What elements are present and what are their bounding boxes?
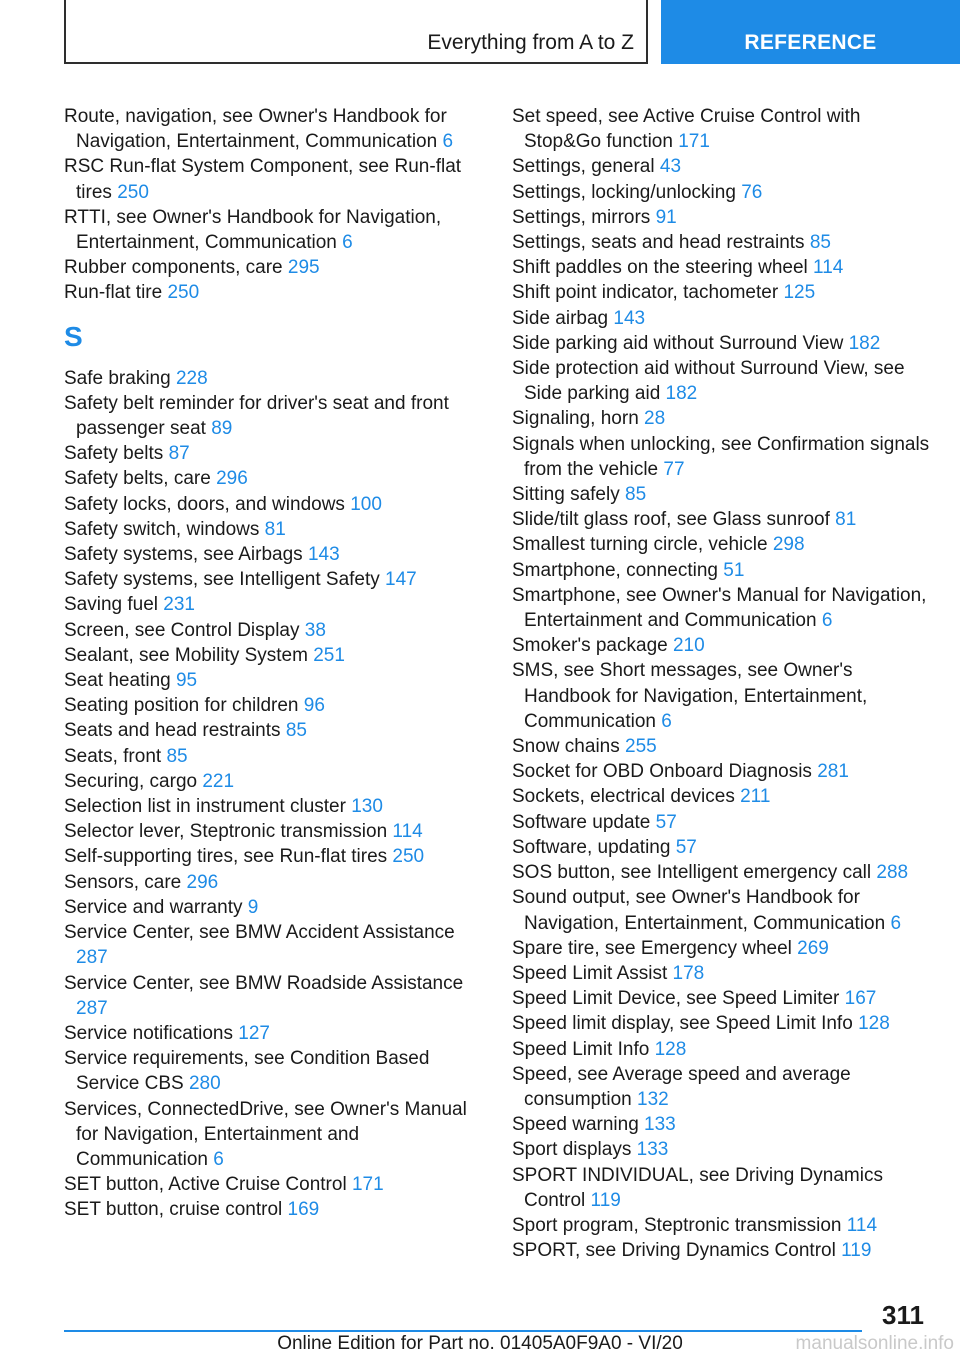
index-entry-text: Sockets, electrical devices [512, 786, 735, 808]
index-entry-text: Signals when unlocking, see Confirmation signals from the vehicle [512, 433, 930, 480]
index-page-link[interactable]: 130 [351, 796, 383, 818]
index-page-link[interactable]: 231 [163, 594, 195, 616]
index-page-link[interactable]: 57 [655, 811, 677, 833]
index-page-link[interactable]: 132 [637, 1088, 669, 1110]
index-entry-text: Rubber components, care [64, 257, 283, 279]
index-entry [64, 1021, 489, 1046]
index-entry [512, 532, 932, 557]
index-entry-text: Side protection aid without Surround View, see Side parking aid [512, 358, 905, 405]
index-page-link[interactable]: 114 [813, 257, 844, 279]
index-page-link[interactable]: 296 [186, 871, 219, 893]
index-entry [512, 784, 932, 809]
index-entry-text: Services, ConnectedDrive, see Owner's Manual for Navigation, Entertainment and Communication [64, 1098, 467, 1170]
index-page-link[interactable]: 95 [175, 670, 198, 692]
index-entry [64, 693, 489, 718]
index-entry-text: Speed, see Average speed and average consumption [512, 1063, 851, 1110]
index-page-link[interactable]: 210 [672, 635, 705, 657]
index-entry [64, 104, 489, 154]
index-page-link[interactable]: 128 [654, 1038, 687, 1060]
index-entry [512, 1213, 932, 1238]
index-page-link[interactable]: 85 [809, 232, 831, 254]
index-entry-text: SET button, cruise control [64, 1199, 283, 1221]
index-page-link[interactable]: 91 [655, 206, 677, 228]
index-entry-text: SMS, see Short messages, see Owner's Handbook for Navigation, Entertainment, Communication [512, 660, 868, 732]
index-page-link[interactable]: 147 [385, 569, 417, 591]
index-entry [64, 618, 489, 643]
index-entry [512, 306, 932, 331]
index-entry-text: Speed Limit Assist [512, 962, 668, 984]
index-entry [512, 154, 932, 179]
index-page-link[interactable]: 100 [350, 493, 382, 515]
index-page-link[interactable]: 143 [307, 544, 340, 566]
index-column-left [64, 104, 489, 1223]
index-page-link[interactable]: 182 [848, 332, 881, 354]
index-entry [512, 482, 932, 507]
index-entry-text: Settings, locking/unlocking [512, 181, 736, 203]
index-entry [64, 718, 489, 743]
index-entry [512, 1062, 932, 1112]
index-entry [64, 366, 489, 391]
index-page-link[interactable]: 221 [202, 770, 235, 792]
index-entry [512, 1011, 932, 1036]
index-entry-text: SPORT, see Driving Dynamics Control [512, 1240, 836, 1262]
index-entry [64, 592, 489, 617]
index-entry-text: Sensors, care [64, 871, 182, 893]
index-entry [512, 406, 932, 431]
index-entry [64, 466, 489, 491]
index-entry-text: SOS button, see Intelligent emergency call [512, 862, 872, 884]
index-entry-text: Smartphone, connecting [512, 559, 718, 581]
watermark: manualsonline.info [795, 1333, 954, 1354]
index-entry-text: Route, navigation, see Owner's Handbook for Navigation, Entertainment, Communication [64, 106, 447, 153]
index-entry [512, 583, 932, 633]
index-entry-text: Smoker's package [512, 635, 668, 657]
index-entry-text: Service Center, see BMW Roadside Assistance [64, 972, 464, 994]
index-entry-text: Side parking aid without Surround View [512, 332, 844, 354]
index-entry-text: Speed Limit Info [512, 1038, 650, 1060]
index-entry [64, 870, 489, 895]
header-chapter-tab[interactable]: REFERENCE [661, 0, 960, 64]
index-entry-text: Snow chains [512, 736, 620, 758]
index-entry-text: Safety locks, doors, and windows [64, 493, 345, 515]
index-page-link[interactable]: 133 [636, 1139, 669, 1161]
index-page-link[interactable]: 171 [678, 131, 710, 153]
index-entry [512, 558, 932, 583]
footer-divider [64, 1330, 862, 1332]
index-entry-text: Seat heating [64, 670, 171, 692]
index-entry-text: Safety systems, see Airbags [64, 544, 303, 566]
index-column-right [512, 104, 932, 1263]
index-entry-text: Service notifications [64, 1022, 233, 1044]
index-page-link[interactable]: 85 [285, 720, 307, 742]
index-entry-text: Settings, seats and head restraints [512, 232, 805, 254]
index-entry-text: Self-supporting tires, see Run-flat tires [64, 846, 388, 868]
index-entry-text: Socket for OBD Onboard Diagnosis [512, 761, 812, 783]
index-entry [512, 432, 932, 482]
index-entry-text: SPORT INDIVIDUAL, see Driving Dynamics Control [512, 1164, 883, 1211]
header-section-title: Everything from A to Z [64, 0, 648, 64]
index-entry-text: Software update [512, 811, 651, 833]
index-page-link[interactable]: 28 [644, 408, 666, 430]
index-page-link[interactable]: 9 [247, 896, 259, 918]
index-entry [64, 971, 489, 1021]
index-entry-text: Smallest turning circle, vehicle [512, 534, 768, 556]
index-entry [512, 180, 932, 205]
index-page-link[interactable]: 85 [625, 484, 647, 506]
index-entry [512, 885, 932, 935]
index-entry-text: Securing, cargo [64, 770, 198, 792]
index-entry-text: Side airbag [512, 307, 609, 329]
index-page-link[interactable]: 114 [392, 821, 423, 843]
index-page-link[interactable]: 269 [797, 937, 829, 959]
index-page-link[interactable]: 77 [663, 458, 685, 480]
index-entry-text: Speed Limit Device, see Speed Limiter [512, 988, 840, 1010]
index-page-link[interactable]: 251 [313, 644, 345, 666]
index-entry-text: Safety belt reminder for driver's seat and front passenger seat [64, 392, 449, 440]
index-entry [512, 280, 932, 305]
index-page-link[interactable]: 6 [821, 610, 833, 632]
index-page-link[interactable]: 89 [211, 418, 233, 440]
index-page-link[interactable]: 119 [841, 1240, 872, 1262]
index-page-link[interactable]: 182 [665, 383, 698, 405]
index-entry-text: Selector lever, Steptronic transmission [64, 821, 388, 843]
index-entry [512, 810, 932, 835]
index-entry [512, 986, 932, 1011]
index-entry-text: Shift paddles on the steering wheel [512, 257, 808, 279]
index-entry [64, 492, 489, 517]
index-page-link[interactable]: 250 [167, 282, 200, 304]
index-page-link[interactable]: 6 [661, 710, 672, 732]
index-letter-heading: S [64, 320, 83, 352]
index-entry-text: Smartphone, see Owner's Manual for Navigation, Entertainment and Communication [512, 584, 927, 632]
index-entry-text: Service requirements, see Condition Based Service CBS [64, 1048, 430, 1095]
index-entry [64, 567, 489, 592]
index-entry-text: RSC Run-flat System Component, see Run-flat tires [64, 156, 462, 203]
index-entry [512, 759, 932, 784]
index-entry-text: RTTI, see Owner's Handbook for Navigation, Entertainment, Communication [64, 206, 442, 254]
index-entry [64, 1097, 489, 1173]
index-entry [64, 844, 489, 869]
index-page-link[interactable]: 288 [876, 862, 909, 884]
index-entry [64, 1172, 489, 1197]
index-page-link[interactable]: 281 [817, 761, 849, 783]
index-page-link[interactable]: 169 [287, 1199, 320, 1221]
index-entry-text: Sport program, Steptronic transmission [512, 1214, 842, 1236]
index-entry-text: Safe braking [64, 367, 171, 389]
index-entry [64, 391, 489, 441]
index-entry-text: Selection list in instrument cluster [64, 796, 346, 818]
index-page-link[interactable]: 6 [342, 232, 353, 254]
index-entry [64, 794, 489, 819]
index-entry-text: Screen, see Control Display [64, 619, 300, 641]
index-page-link[interactable]: 6 [213, 1148, 224, 1170]
index-page-link[interactable]: 85 [166, 745, 188, 767]
index-entry [64, 769, 489, 794]
index-entry [512, 658, 932, 734]
index-entry [64, 280, 489, 305]
index-page-link[interactable]: 211 [740, 786, 771, 808]
index-entry [512, 205, 932, 230]
index-page-link[interactable]: 298 [772, 534, 805, 556]
index-entry [64, 819, 489, 844]
index-entry [512, 835, 932, 860]
page-number: 311 [882, 1300, 924, 1330]
index-entry [512, 1238, 932, 1263]
index-entry [64, 205, 489, 255]
index-entry-text: Service and warranty [64, 896, 243, 918]
index-page-link[interactable]: 280 [188, 1073, 221, 1095]
index-page-link[interactable]: 287 [76, 947, 108, 969]
index-entry [512, 961, 932, 986]
index-entry [512, 507, 932, 532]
index-page-link[interactable]: 250 [117, 181, 149, 203]
index-entry-text: Seats, front [64, 745, 162, 767]
index-entry-text: Spare tire, see Emergency wheel [512, 937, 792, 959]
index-page-link[interactable]: 81 [264, 518, 286, 540]
index-entry-text: Safety belts, care [64, 468, 211, 490]
index-page-link[interactable]: 38 [304, 619, 326, 641]
index-entry [512, 356, 932, 406]
index-entry-text: Run-flat tire [64, 282, 163, 304]
index-entry [64, 1046, 489, 1096]
index-entry [512, 1137, 932, 1162]
index-entry [64, 255, 489, 280]
index-page-link[interactable]: 178 [672, 962, 705, 984]
index-entry [512, 104, 932, 154]
index-page-link[interactable]: 125 [783, 282, 816, 304]
index-entry-text: Seats and head restraints [64, 720, 281, 742]
index-entry-text: Sealant, see Mobility System [64, 644, 308, 666]
index-entry-text: Signaling, horn [512, 408, 639, 430]
index-page-link[interactable]: 295 [287, 257, 320, 279]
index-entry-text: Settings, mirrors [512, 206, 651, 228]
index-page-link[interactable]: 143 [613, 307, 646, 329]
index-page-link[interactable]: 255 [625, 736, 657, 758]
index-entry-text: Safety systems, see Intelligent Safety [64, 569, 380, 591]
index-entry [512, 734, 932, 759]
index-entry-text: Seating position for children [64, 695, 299, 717]
index-entry-text: Shift point indicator, tachometer [512, 282, 779, 304]
index-page-link[interactable]: 81 [835, 509, 857, 531]
index-entry [512, 1037, 932, 1062]
index-entry [64, 895, 489, 920]
index-page-link[interactable]: 114 [846, 1214, 878, 1236]
index-entry [512, 1112, 932, 1137]
index-entry-text: Safety belts [64, 443, 164, 465]
index-page-link[interactable]: 250 [392, 846, 425, 868]
index-page-link[interactable]: 287 [76, 997, 108, 1019]
index-entry-text: Safety switch, windows [64, 518, 260, 540]
index-entry-text: Speed warning [512, 1114, 639, 1136]
index-page-link[interactable]: 6 [442, 131, 454, 153]
index-entry [512, 331, 932, 356]
index-entry-text: SET button, Active Cruise Control [64, 1174, 347, 1196]
index-entry [64, 668, 489, 693]
index-entry [64, 517, 489, 542]
index-entry [64, 920, 489, 970]
index-entry [512, 1163, 932, 1213]
index-entry [64, 744, 489, 769]
index-page-link[interactable]: 171 [351, 1174, 384, 1196]
index-page-link[interactable]: 76 [741, 181, 763, 203]
index-entry [512, 255, 932, 280]
index-entry-text: Settings, general [512, 156, 655, 178]
index-entry-text: Service Center, see BMW Accident Assistance [64, 922, 455, 944]
index-page-link[interactable]: 43 [659, 156, 682, 178]
index-page-link[interactable]: 228 [175, 367, 208, 389]
index-page-link[interactable]: 128 [858, 1013, 890, 1035]
index-entry-text: Set speed, see Active Cruise Control with Stop&Go function [512, 106, 861, 153]
index-entry [512, 633, 932, 658]
index-page-link[interactable]: 167 [844, 988, 877, 1010]
footer-edition: Online Edition for Part no. 01405A0F9A0 - VI/20 [277, 1333, 683, 1354]
index-entry-text: Slide/tilt glass roof, see Glass sunroof [512, 509, 830, 531]
index-page-link[interactable]: 127 [238, 1022, 270, 1044]
index-entry-text: Software, updating [512, 836, 671, 858]
index-page-link[interactable]: 96 [303, 695, 325, 717]
index-entry [64, 1197, 489, 1222]
index-entry [512, 860, 932, 885]
index-entry [64, 542, 489, 567]
index-page-link[interactable]: 133 [644, 1114, 676, 1136]
index-entry [64, 154, 489, 204]
index-entry [64, 643, 489, 668]
index-entry-text: Speed limit display, see Speed Limit Info [512, 1013, 853, 1035]
index-entry-text: Sound output, see Owner's Handbook for Navigation, Entertainment, Communication [512, 887, 886, 934]
index-entry [512, 230, 932, 255]
index-page-link[interactable]: 119 [590, 1189, 621, 1211]
index-entry [64, 441, 489, 466]
index-entry-text: Saving fuel [64, 594, 159, 616]
index-page-link[interactable]: 6 [890, 912, 902, 934]
index-entry [512, 936, 932, 961]
index-page-link[interactable]: 296 [216, 468, 248, 490]
index-page-link[interactable]: 51 [723, 559, 745, 581]
index-entry-text: Sport displays [512, 1139, 632, 1161]
index-page-link[interactable]: 87 [168, 443, 190, 465]
index-entry-text: Sitting safely [512, 484, 620, 506]
index-page-link[interactable]: 57 [675, 836, 697, 858]
